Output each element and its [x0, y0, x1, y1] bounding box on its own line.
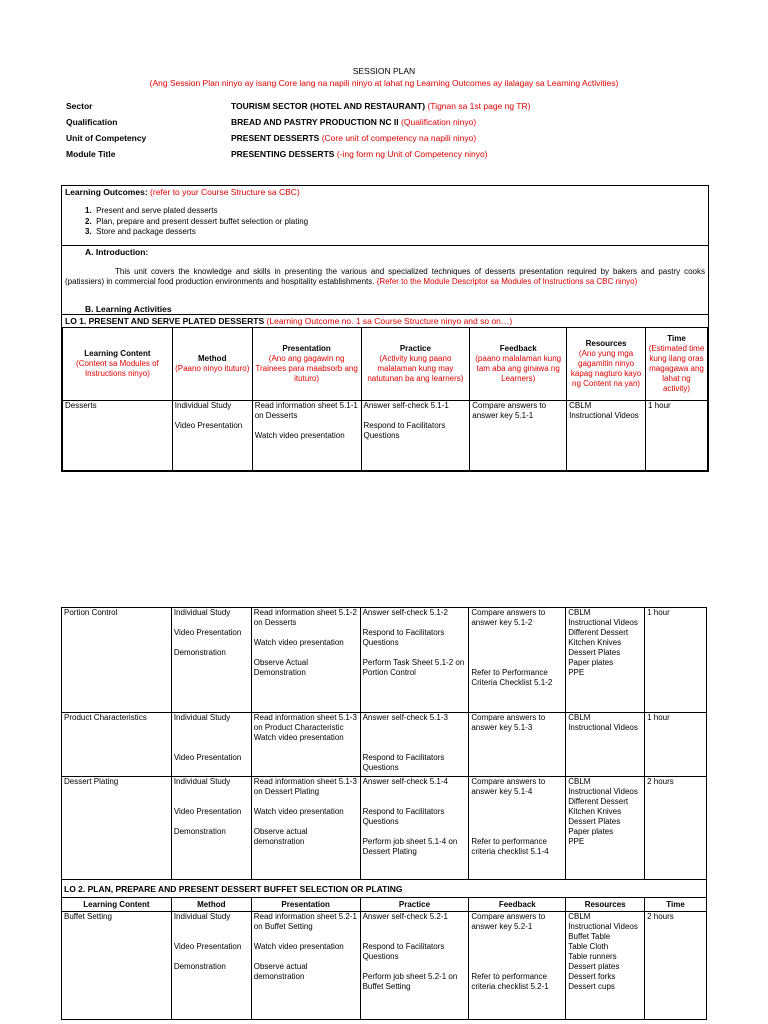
outcome-item: 3. Store and package desserts: [85, 227, 196, 236]
cell-content: Dessert Plating: [62, 777, 172, 880]
column-header: Method (Paano ninyo ituturo): [172, 328, 252, 401]
cell-feedback: Compare answers to answer key 5.2-1 Refer to performance criteria checklist 5.2-1: [469, 912, 566, 1020]
table-row: [62, 608, 707, 713]
column-header: Time: [645, 898, 707, 912]
cell-feedback: Compare answers to answer key 5.1-2 Refer to Performance Criteria Checklist 5.1-2: [469, 608, 566, 713]
cell-resources: CBLM Instructional Videos Buffet Table Table Cloth Table runners Dessert plates Dessert forks Dessert cups: [566, 912, 645, 1020]
meta-note: (Tignan sa 1st page ng TR): [427, 101, 531, 111]
cell-practice: Answer self-check 5.1-3 Respond to Facilitators Questions: [360, 713, 469, 777]
column-header: Resources: [566, 898, 645, 912]
meta-value: TOURISM SECTOR (HOTEL AND RESTAURANT): [231, 101, 426, 111]
cell-content: Product Characteristics: [62, 713, 172, 777]
table-row: [62, 777, 707, 880]
table-header-row: [63, 328, 708, 401]
cell-presentation: Read information sheet 5.1-3 on Product Characteristic Watch video presentation: [251, 713, 360, 777]
outcome-item: 2. Plan, prepare and present dessert buffet selection or plating: [85, 216, 309, 226]
table-row: [62, 912, 707, 1020]
cell-time: 1 hour: [645, 713, 707, 777]
meta-module: [66, 149, 488, 159]
meta-note: (Core unit of competency na napili ninyo): [321, 133, 477, 143]
meta-label: Sector: [66, 101, 93, 111]
cell-practice: Answer self-check 5.1-2 Respond to Facilitators Questions Perform Task Sheet 5.1-2 on Portion Control: [360, 608, 469, 713]
meta-qualification: [66, 117, 477, 127]
meta-label: Module Title: [66, 149, 116, 159]
meta-value: PRESENT DESSERTS: [231, 133, 320, 143]
cell-presentation: Read information sheet 5.2-1 on Buffet Setting Watch video presentation Observe actual demonstration: [251, 912, 360, 1020]
table-row: [63, 401, 708, 471]
table-row: [62, 713, 707, 777]
meta-note: (Qualification ninyo): [401, 117, 477, 127]
cell-presentation: Read information sheet 5.1-1 on Desserts Watch video presentation: [252, 401, 361, 471]
meta-value: PRESENTING DESSERTS: [231, 149, 335, 159]
meta-sector: [66, 101, 531, 111]
cell-feedback: Compare answers to answer key 5.1-3: [469, 713, 566, 777]
table-header-row: [62, 898, 707, 912]
column-header: Learning Content: [62, 898, 172, 912]
meta-unit: [66, 133, 477, 143]
lo1-table: [62, 327, 708, 471]
meta-value: BREAD AND PASTRY PRODUCTION NC II: [231, 117, 399, 127]
introduction-text: This unit covers the knowledge and skills in presenting the various and specialized techniques of desserts presentation required by bakers and pastry cooks (patissiers) in commercial food production environments and hospitality establishments. (Refer to the Module Descriptor sa Modules of Instructions sa CBC ninyo): [65, 267, 705, 286]
column-header: Feedback (paano malalaman kung tam aba ang ginawa ng Learners): [470, 328, 567, 401]
learning-activities-heading: B. Learning Activities: [85, 304, 172, 314]
learning-outcomes-heading: Learning Outcomes:: [65, 187, 148, 197]
session-plan-page1: [61, 185, 709, 472]
cell-content: Portion Control: [62, 608, 172, 713]
meta-note: (-ing form ng Unit of Competency ninyo): [336, 149, 488, 159]
column-header: Practice (Activity kung paano malalaman kung may natutunan ba ang learners): [361, 328, 470, 401]
column-header: Resources (Ano yung mga gagamitin ninyo kapag nagturo kayo ng Content na yan): [567, 328, 646, 401]
cell-practice: Answer self-check 5.1-1 Respond to Facilitators Questions: [361, 401, 470, 471]
column-header: Presentation (Ano ang gagawin ng Trainees para maabsorb ang ituturo): [252, 328, 361, 401]
column-header: Presentation: [251, 898, 360, 912]
cell-presentation: Read information sheet 5.1-3 on Dessert Plating Watch video presentation Observe actual demonstration: [251, 777, 360, 880]
introduction-section: [62, 246, 708, 304]
cell-time: 2 hours: [645, 777, 707, 880]
cell-resources: CBLM Instructional Videos Different Dessert Kitchen Knives Dessert Plates Paper plates PPE: [566, 608, 645, 713]
lo2-heading: LO 2. PLAN, PREPARE AND PRESENT DESSERT BUFFET SELECTION OR PLATING: [62, 880, 707, 898]
meta-label: Qualification: [66, 117, 118, 127]
cell-presentation: Read information sheet 5.1-2 on Desserts Watch video presentation Observe Actual Demonstration: [251, 608, 360, 713]
column-header: Time (Estimated time kung ilang oras magagawa ang lahat ng activity): [646, 328, 708, 401]
introduction-heading: A. Introduction:: [85, 247, 149, 257]
cell-time: 1 hour: [646, 401, 708, 471]
cell-practice: Answer self-check 5.2-1 Respond to Facilitators Questions Perform job sheet 5.2-1 on Buffet Setting: [360, 912, 469, 1020]
page-subtitle: (Ang Session Plan ninyo ay isang Core lang na napili ninyo at lahat ng Learning Outcomes ay ilalagay sa Learning Activities): [149, 78, 619, 88]
cell-resources: CBLM Instructional Videos Different Dessert Kitchen Knives Dessert Plates Paper plates PPE: [566, 777, 645, 880]
column-header: Feedback: [469, 898, 566, 912]
cell-method: Individual Study Video Presentation Demonstration: [171, 912, 251, 1020]
cell-resources: CBLM Instructional Videos: [567, 401, 646, 471]
meta-label: Unit of Competency: [66, 133, 147, 143]
cell-content: Desserts: [63, 401, 173, 471]
cell-practice: Answer self-check 5.1-4 Respond to Facilitators Questions Perform job sheet 5.1-4 on Dessert Plating: [360, 777, 469, 880]
cell-method: Individual Study Video Presentation Demonstration: [171, 777, 251, 880]
lo2-heading-row: [62, 880, 707, 898]
session-plan-page2: [61, 607, 707, 1020]
learning-outcomes-note: (refer to your Course Structure sa CBC): [150, 187, 300, 197]
cell-feedback: Compare answers to answer key 5.1-4 Refer to performance criteria checklist 5.1-4: [469, 777, 566, 880]
lo1-heading: LO 1. PRESENT AND SERVE PLATED DESSERTS (Learning Outcome no. 1 sa Course Structure ninyo and so on…): [62, 314, 708, 327]
column-header: Method: [171, 898, 251, 912]
cell-method: Individual Study Video Presentation: [172, 401, 252, 471]
column-header: Learning Content (Content sa Modules of Instructions ninyo): [63, 328, 173, 401]
outcomes-list: [65, 206, 705, 238]
cell-time: 2 hours: [645, 912, 707, 1020]
outcome-item: 1. Present and serve plated desserts: [85, 206, 218, 215]
cell-time: 1 hour: [645, 608, 707, 713]
cell-content: Buffet Setting: [62, 912, 172, 1020]
cell-method: Individual Study Video Presentation Demonstration: [171, 608, 251, 713]
learning-outcomes-section: [62, 186, 708, 246]
page-title: SESSION PLAN: [352, 66, 416, 76]
cell-feedback: Compare answers to answer key 5.1-1: [470, 401, 567, 471]
cell-resources: CBLM Instructional Videos: [566, 713, 645, 777]
lo1-continued-table: [61, 607, 707, 1020]
column-header: Practice: [360, 898, 469, 912]
cell-method: Individual Study Video Presentation: [171, 713, 251, 777]
